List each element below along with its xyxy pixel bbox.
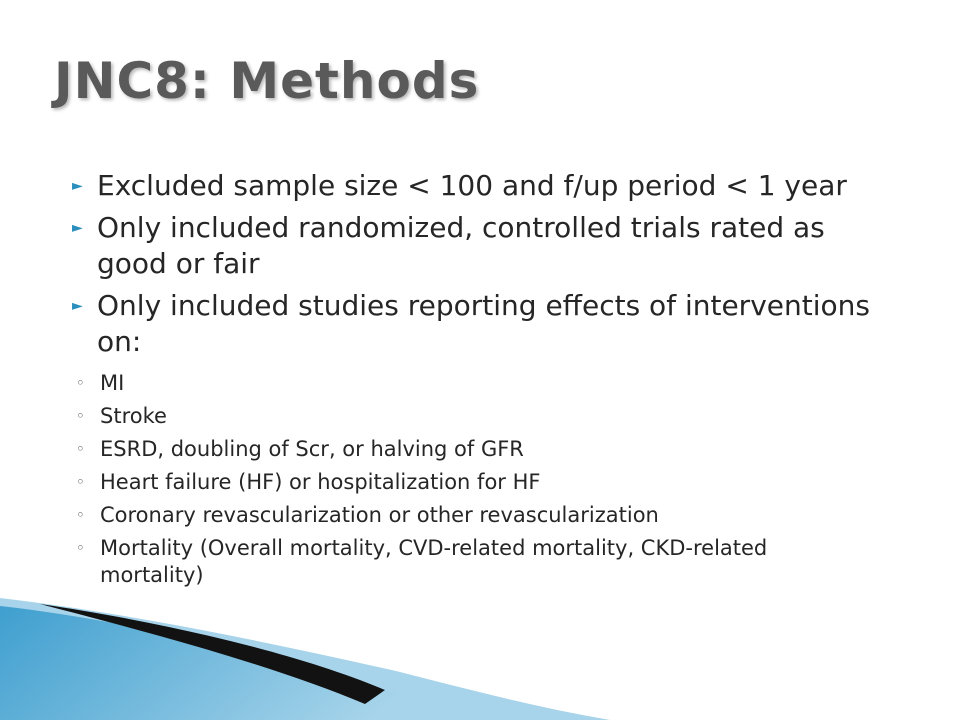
circle-bullet-icon: ◦ [76, 539, 85, 557]
arrow-bullet-icon: ► [72, 298, 83, 314]
sub-bullet-text: Heart failure (HF) or hospitalization for HF [100, 470, 541, 494]
sub-bullet-text: ESRD, doubling of Scr, or halving of GFR [100, 437, 524, 461]
circle-bullet-icon: ◦ [76, 473, 85, 491]
sub-bullet-text: Coronary revascularization or other revascularization [100, 503, 659, 527]
bullet-text: Only included studies reporting effects of interventions on: [97, 289, 870, 358]
bullet-text: Excluded sample size < 100 and f/up period < 1 year [97, 169, 847, 202]
circle-bullet-icon: ◦ [76, 506, 85, 524]
sub-bullet-text: Stroke [100, 404, 167, 428]
arrow-bullet-icon: ► [72, 178, 83, 194]
sub-bullet-text: MI [100, 371, 125, 395]
circle-bullet-icon: ◦ [76, 407, 85, 425]
slide-title: JNC8: Methods [54, 52, 480, 110]
circle-bullet-icon: ◦ [76, 374, 85, 392]
arrow-bullet-icon: ► [72, 220, 83, 236]
wave-mid-band [0, 606, 470, 720]
sub-bullet-text: Mortality (Overall mortality, CVD-related mortality, CKD-related mortality) [100, 536, 768, 587]
bullet-text: Only included randomized, controlled trials rated as good or fair [97, 211, 825, 280]
circle-bullet-icon: ◦ [76, 440, 85, 458]
